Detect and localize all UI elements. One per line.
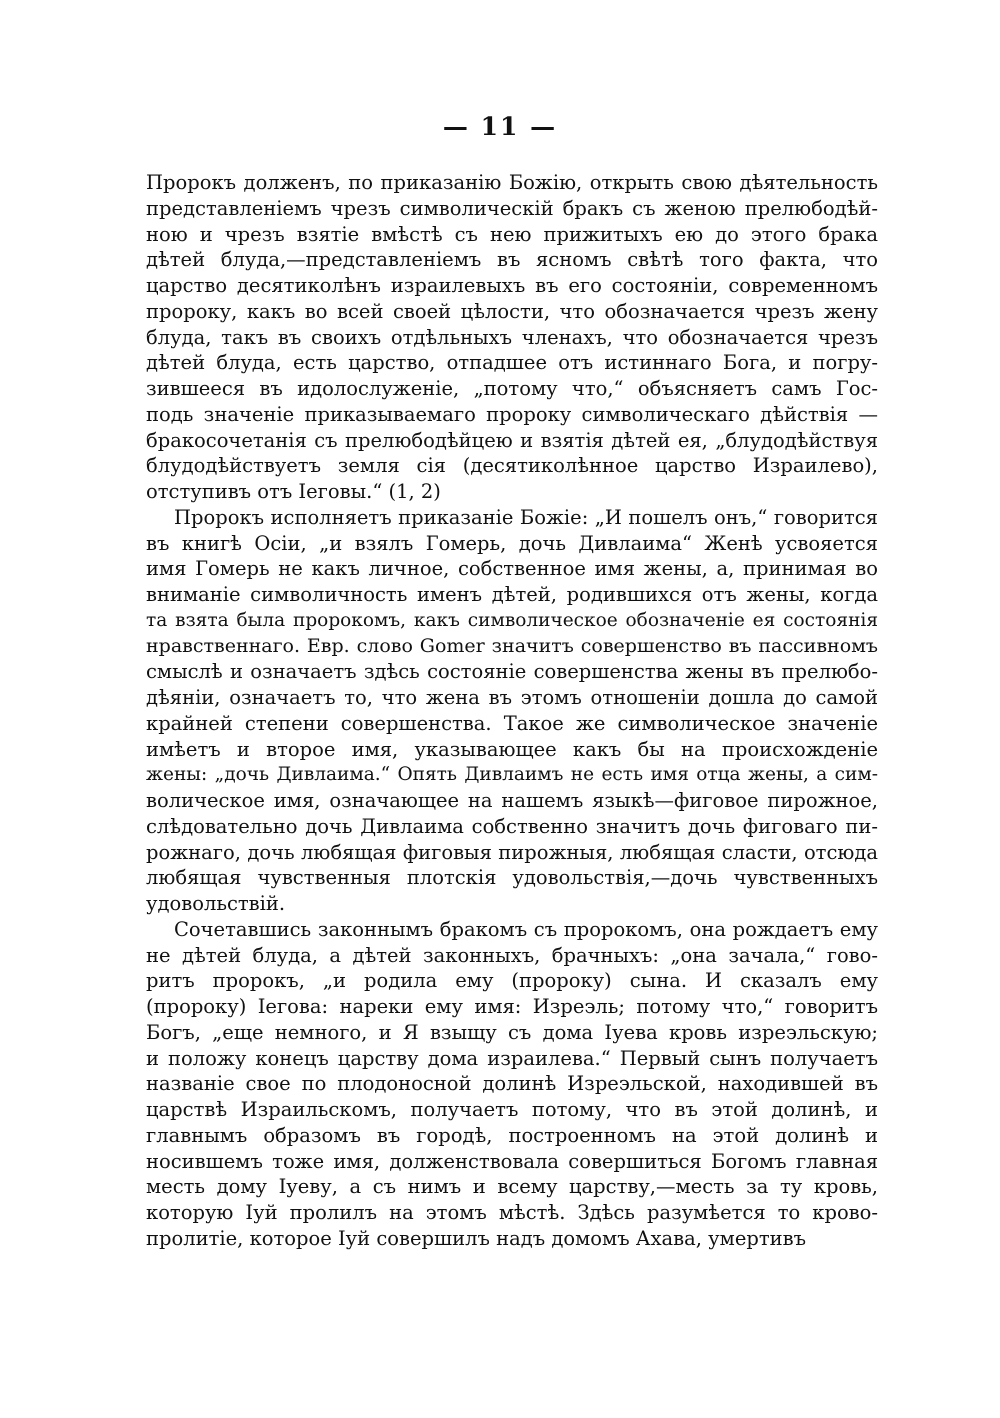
text-line: названіе свое по плодоносной долинѣ Изреэльской, находившей въ bbox=[146, 1072, 878, 1096]
text-line: и положу конецъ царству дома израилева.“ Первый сынъ получаетъ bbox=[146, 1046, 878, 1070]
paragraph bbox=[146, 917, 878, 1252]
text-line: ною и чрезъ взятіе вмѣстѣ съ нею прижитыхъ ею до этого брака bbox=[146, 222, 878, 246]
text-line: пророку, какъ во всей своей цѣлости, что обозначается чрезъ жену bbox=[146, 299, 878, 323]
text-line: вниманіе символичность именъ дѣтей, родившихся отъ жены, когда bbox=[146, 583, 878, 606]
text-line: дѣяніи, означаетъ то, что жена въ этомъ отношеніи дошла до самой bbox=[146, 686, 878, 709]
text-line: месть дому Іуеву, а съ нимъ и всему царству,—месть за ту кровь, bbox=[146, 1175, 878, 1199]
text-line: ритъ пророкъ, „и родила ему (пророку) сына. И сказалъ ему bbox=[146, 969, 878, 993]
text-line: бракосочетанія съ прелюбодѣйцею и взятія дѣтей ея, „блудодѣйствуя bbox=[146, 428, 878, 452]
text-line: удовольствій. bbox=[146, 892, 286, 915]
text-line: крайней степени совершенства. Такое же символическое значеніе bbox=[146, 711, 878, 735]
text-line: не дѣтей блуда, а дѣтей законныхъ, брачныхъ: „она зачала,“ гово- bbox=[146, 943, 878, 967]
text-line: любящая чувственныя плотскія удовольствія,—дочь чувственныхъ bbox=[146, 866, 878, 890]
text-line: та взята была пророкомъ, какъ символическое обозначеніе ея состоянія bbox=[146, 609, 878, 631]
text-line: Богъ, „еще немного, и Я взыщу съ дома Іуева кровь изреэльскую; bbox=[146, 1020, 878, 1044]
text-line: зившееся въ идолослуженіе, „потому что,“ объясняетъ самъ Гос- bbox=[146, 377, 878, 400]
text-line: Сочетавшись законнымъ бракомъ съ пророкомъ, она рождаетъ ему bbox=[174, 917, 878, 941]
text-line: царствѣ Израильскомъ, получаетъ потому, что въ этой долинѣ, и bbox=[146, 1098, 878, 1121]
text-line: смыслѣ и означаетъ здѣсь состояніе совершенства жены въ прелюбо- bbox=[146, 660, 878, 684]
text-line: Пророкъ исполняетъ приказаніе Божіе: „И пошелъ онъ,“ говорится bbox=[174, 505, 878, 529]
text-line: въ книгѣ Осіи, „и взялъ Гомерь, дочь Дивлаима“ Женѣ усвояется bbox=[146, 531, 878, 555]
text-line: слѣдовательно дочь Дивлаима собственно значитъ дочь фиговаго пи- bbox=[146, 814, 878, 838]
body-text bbox=[146, 170, 878, 1252]
text-line: рожнаго, дочь любящая фиговыя пирожныя, любящая сласти, отсюда bbox=[146, 840, 878, 864]
paragraph bbox=[146, 170, 878, 505]
text-line: блудодѣйствуетъ земля сія (десятиколѣнное царство Израилево), bbox=[146, 454, 878, 478]
page-number: — 11 — bbox=[442, 112, 558, 141]
text-line: главнымъ образомъ въ городѣ, построенномъ на этой долинѣ и bbox=[146, 1123, 878, 1147]
text-line: Пророкъ долженъ, по приказанію Божію, открыть свою дѣятельность bbox=[146, 171, 878, 194]
text-line: имя Гомерь не какъ личное, собственное имя жены, а, принимая во bbox=[146, 557, 878, 581]
text-line: (пророку) Іегова: нареки ему имя: Изреэль; потому что,“ говоритъ bbox=[146, 995, 878, 1018]
text-line: имѣетъ и второе имя, указывающее какъ бы на происхожденіе bbox=[146, 737, 878, 761]
text-line: представленіемъ чрезъ символическій бракъ съ женою прелюбодѣй- bbox=[146, 196, 878, 220]
text-line: носившемъ тоже имя, долженствовала совершиться Богомъ главная bbox=[146, 1149, 878, 1173]
text-line: волическое имя, означающее на нашемъ языкѣ—фиговое пирожное, bbox=[146, 789, 878, 812]
text-line: блуда, такъ въ своихъ отдѣльныхъ членахъ, что обозначается чрезъ bbox=[146, 325, 878, 349]
text-line: подь значеніе приказываемаго пророку символическаго дѣйствія — bbox=[146, 402, 878, 426]
text-line: нравственнаго. Евр. слово Gomer значитъ совершенство въ пассивномъ bbox=[146, 634, 878, 657]
text-line: царство десятиколѣнъ израилевыхъ въ его состояніи, современномъ bbox=[146, 274, 878, 297]
text-line: дѣтей блуда,—представленіемъ въ ясномъ свѣтѣ того факта, что bbox=[146, 248, 878, 272]
text-line: отступивъ отъ Іеговы.“ (1, 2) bbox=[146, 480, 441, 503]
text-line: жены: „дочь Дивлаима.“ Опять Дивлаимъ не есть имя отца жены, а сим- bbox=[146, 764, 878, 786]
text-line: пролитіе, которое Іуй совершилъ надъ домомъ Ахава, умертивъ bbox=[146, 1226, 807, 1250]
text-line: которую Іуй пролилъ на этомъ мѣстѣ. Здѣсь разумѣется то крово- bbox=[146, 1201, 878, 1224]
text-line: дѣтей блуда, есть царство, отпадшее отъ истиннаго Бога, и погру- bbox=[146, 351, 878, 375]
paragraph bbox=[146, 505, 878, 917]
